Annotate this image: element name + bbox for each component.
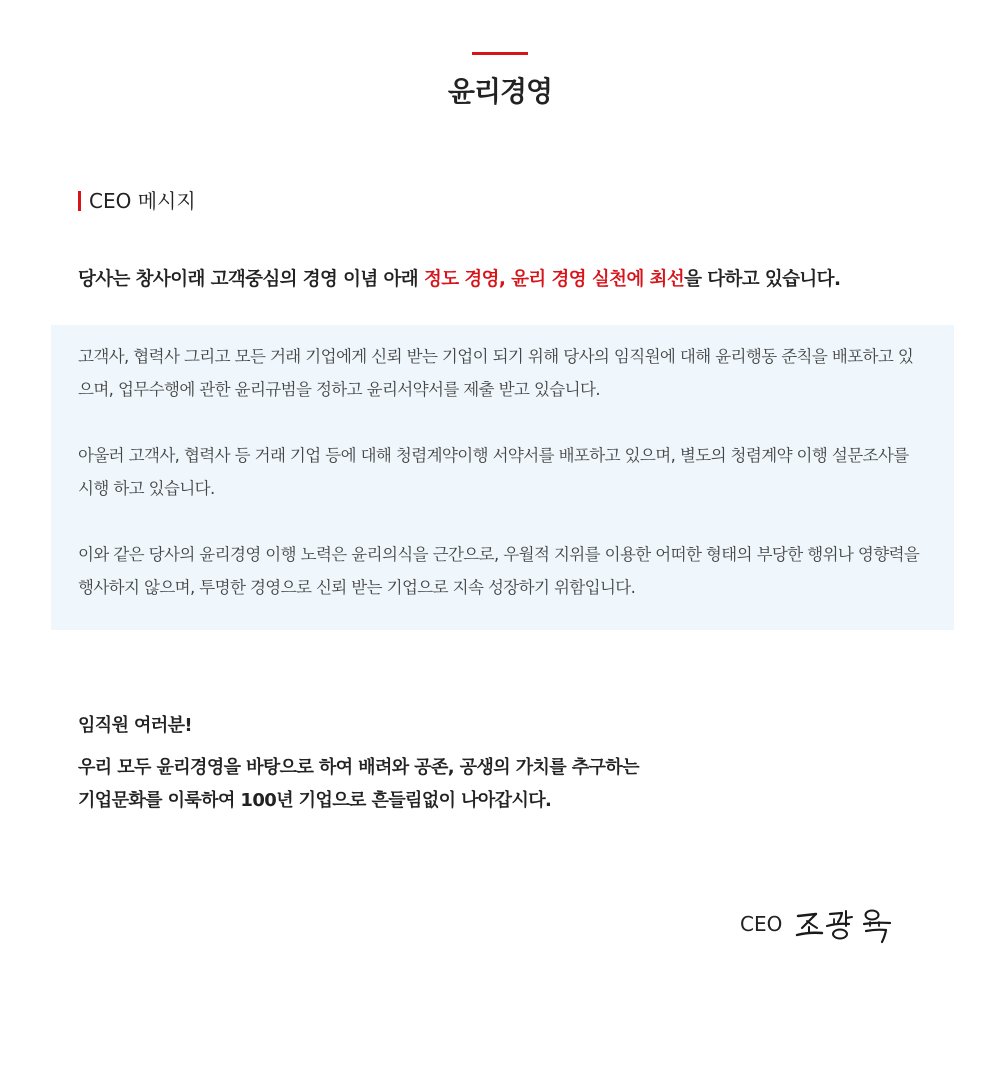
closing-greeting: 임직원 여러분! <box>78 715 193 736</box>
section-heading <box>78 189 196 213</box>
handwritten-signature <box>794 902 904 948</box>
ceo-title: CEO <box>740 912 783 936</box>
closing-line-2: 기업문화를 이룩하여 100년 기업으로 흔들림없이 나아갑시다. <box>78 790 552 811</box>
ceo-signature-block <box>740 900 910 950</box>
lead-highlight: 정도 경영, 윤리 경영 실천에 최선 <box>423 269 685 290</box>
info-paragraph-3: 이와 같은 당사의 윤리경영 이행 노력은 윤리의식을 근간으로, 우월적 지위를 이용한 어떠한 형태의 부당한 행위나 영향력을 행사하지 않으며, 투명한 경영으로 신뢰 받는 기업으로 지속 성장하기 위함입니다. <box>78 545 920 597</box>
info-paragraph-1: 고객사, 협력사 그리고 모든 거래 기업에게 신뢰 받는 기업이 되기 위해 당사의 임직원에 대해 윤리행동 준칙을 배포하고 있으며, 업무수행에 관한 윤리규범을 정하고 윤리서약서를 제출 받고 있습니다. <box>78 347 914 399</box>
closing-line-1: 우리 모두 윤리경영을 바탕으로 하여 배려와 공존, 공생의 가치를 추구하는 <box>78 757 639 778</box>
closing-message <box>78 751 639 817</box>
ethics-info-box <box>51 325 954 630</box>
title-accent-bar <box>472 52 528 55</box>
lead-text-after: 을 다하고 있습니다. <box>684 269 841 290</box>
info-paragraph-2: 아울러 고객사, 협력사 등 거래 기업 등에 대해 청렴계약이행 서약서를 배포하고 있으며, 별도의 청렴계약 이행 설문조사를 시행 하고 있습니다. <box>78 446 909 498</box>
lead-statement <box>78 266 958 294</box>
page-title: 윤리경영 <box>447 75 553 108</box>
section-heading-label: CEO 메시지 <box>89 189 196 213</box>
section-marker <box>78 191 81 211</box>
lead-text-before: 당사는 창사이래 고객중심의 경영 이념 아래 <box>78 269 424 290</box>
